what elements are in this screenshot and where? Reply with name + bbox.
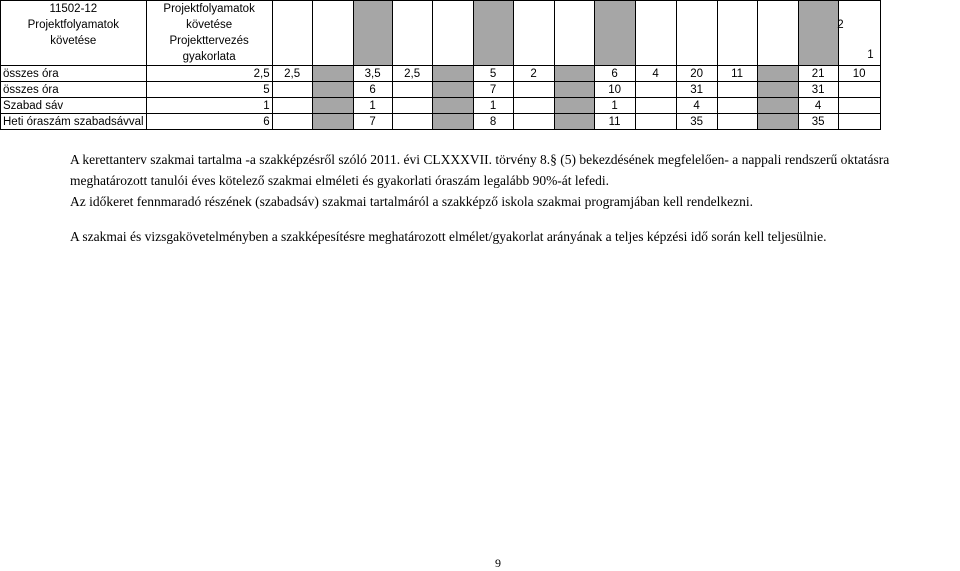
page-number: 9 bbox=[495, 556, 501, 570]
paragraph-framework-content: A kerettanterv szakmai tartalma -a szakképzésről szóló 2011. évi CLXXXVII. törvény 8.§ (5) bekezdésének megfelelően- a nappali rendszerű oktatásra meghatározott tanulói éves kötelező szakmai elméleti és gyakorlati óraszám legalább 90%-át lefedi. bbox=[70, 152, 890, 188]
header-value-1: 1 bbox=[867, 49, 874, 61]
header-cell bbox=[312, 1, 353, 66]
table-cell bbox=[554, 82, 594, 98]
header-cell bbox=[757, 1, 798, 66]
table-cell bbox=[272, 98, 312, 114]
table-cell: 6 bbox=[353, 82, 392, 98]
table-cell bbox=[312, 82, 353, 98]
table-row bbox=[1, 98, 881, 114]
table-cell bbox=[513, 98, 554, 114]
table-cell bbox=[554, 66, 594, 82]
table-cell bbox=[432, 114, 473, 130]
table-cell: 31 bbox=[676, 82, 717, 98]
subject-names-cell bbox=[146, 1, 272, 66]
table-cell bbox=[312, 98, 353, 114]
table-cell: 4 bbox=[676, 98, 717, 114]
paragraph-free-time: Az időkeret fennmaradó részének (szabadsáv) szakmai tartalmáról a szakképző iskola szakmai programjában kell rendelkezni. bbox=[70, 194, 753, 209]
table-cell: 3,5 bbox=[353, 66, 392, 82]
table-cell bbox=[513, 82, 554, 98]
module-name-line2: követése bbox=[50, 35, 97, 47]
header-cell bbox=[676, 1, 717, 66]
table-cell: 1 bbox=[353, 98, 392, 114]
table-cell: 2,5 bbox=[272, 66, 312, 82]
table-cell: 35 bbox=[676, 114, 717, 130]
table-row bbox=[1, 82, 881, 98]
subject-name-line2: követése bbox=[186, 19, 233, 31]
header-cell bbox=[717, 1, 757, 66]
table-cell: 1 bbox=[594, 98, 635, 114]
table-cell bbox=[392, 98, 432, 114]
table-cell: 1 bbox=[473, 98, 513, 114]
header-cell-shaded bbox=[353, 1, 392, 66]
table-cell bbox=[272, 114, 312, 130]
table-cell bbox=[717, 82, 757, 98]
table-cell: 4 bbox=[635, 66, 676, 82]
table-cell bbox=[838, 98, 880, 114]
table-cell bbox=[757, 66, 798, 82]
module-name-line1: Projektfolyamatok bbox=[27, 19, 120, 31]
row-label: összes óra bbox=[1, 82, 147, 98]
table-cell bbox=[432, 82, 473, 98]
table-cell bbox=[392, 82, 432, 98]
table-row bbox=[1, 114, 881, 130]
table-cell bbox=[635, 114, 676, 130]
row-label: Szabad sáv bbox=[1, 98, 147, 114]
table-cell: 5 bbox=[146, 82, 272, 98]
table-cell bbox=[635, 82, 676, 98]
header-cell bbox=[554, 1, 594, 66]
row-label: Heti óraszám szabadsávval bbox=[1, 114, 147, 130]
header-cell bbox=[432, 1, 473, 66]
table-cell bbox=[635, 98, 676, 114]
table-cell: 31 bbox=[798, 82, 838, 98]
header-cell-shaded bbox=[798, 1, 838, 66]
table-cell: 2,5 bbox=[146, 66, 272, 82]
module-code: 11502-12 bbox=[49, 3, 98, 15]
header-cell-shaded bbox=[473, 1, 513, 66]
table-cell bbox=[757, 82, 798, 98]
table-cell: 21 bbox=[798, 66, 838, 82]
table-cell bbox=[717, 98, 757, 114]
table-cell bbox=[838, 114, 880, 130]
module-code-cell bbox=[1, 1, 147, 66]
table-header-row bbox=[1, 1, 881, 66]
table-cell: 1 bbox=[146, 98, 272, 114]
table-cell: 6 bbox=[146, 114, 272, 130]
table-cell bbox=[392, 114, 432, 130]
table-cell bbox=[757, 114, 798, 130]
table-cell: 35 bbox=[798, 114, 838, 130]
header-value-2: 2 bbox=[837, 19, 844, 31]
subject-name-line4: gyakorlata bbox=[182, 51, 236, 63]
table-cell: 11 bbox=[717, 66, 757, 82]
subject-name-line3: Projekttervezés bbox=[169, 35, 249, 47]
table-cell: 2,5 bbox=[392, 66, 432, 82]
header-cell bbox=[392, 1, 432, 66]
row-label: összes óra bbox=[1, 66, 147, 82]
table-cell: 5 bbox=[473, 66, 513, 82]
table-cell: 7 bbox=[473, 82, 513, 98]
table-cell: 8 bbox=[473, 114, 513, 130]
header-cell-shaded bbox=[594, 1, 635, 66]
table-row bbox=[1, 66, 881, 82]
table-cell bbox=[554, 98, 594, 114]
paragraph-theory-practice-ratio: A szakmai és vizsgakövetelményben a szakképesítésre meghatározott elmélet/gyakorlat arányának a teljes képzési idő során kell teljesülnie. bbox=[70, 229, 827, 244]
table-cell: 20 bbox=[676, 66, 717, 82]
table-cell bbox=[312, 66, 353, 82]
table-cell: 6 bbox=[594, 66, 635, 82]
table-cell bbox=[272, 82, 312, 98]
table-cell bbox=[554, 114, 594, 130]
header-cell bbox=[513, 1, 554, 66]
table-cell bbox=[312, 114, 353, 130]
table-cell bbox=[838, 82, 880, 98]
table-cell: 2 bbox=[513, 66, 554, 82]
table-cell: 10 bbox=[838, 66, 880, 82]
table-cell: 4 bbox=[798, 98, 838, 114]
table-cell bbox=[717, 114, 757, 130]
table-cell bbox=[432, 66, 473, 82]
header-cell bbox=[272, 1, 312, 66]
table-cell bbox=[513, 114, 554, 130]
header-cell bbox=[635, 1, 676, 66]
table-cell: 10 bbox=[594, 82, 635, 98]
subject-name-line1: Projektfolyamatok bbox=[163, 3, 255, 15]
header-value-cell bbox=[838, 1, 880, 66]
table-cell bbox=[432, 98, 473, 114]
hours-table bbox=[0, 0, 881, 130]
table-cell bbox=[757, 98, 798, 114]
table-cell: 11 bbox=[594, 114, 635, 130]
table-cell: 7 bbox=[353, 114, 392, 130]
